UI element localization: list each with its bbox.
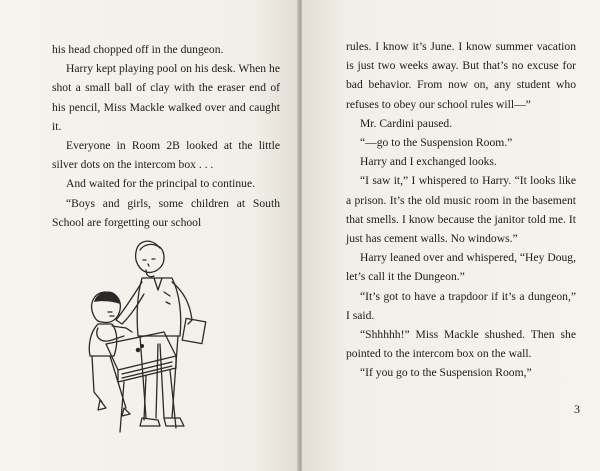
classroom-illustration	[80, 232, 250, 442]
paragraph: “—go to the Suspension Room.”	[360, 136, 513, 150]
paragraph: Harry and I exchanged looks.	[360, 155, 497, 169]
paragraph: “It’s got to have a trapdoor if it’s a dungeon,” I said.	[346, 289, 576, 322]
left-page	[0, 0, 298, 471]
teacher-figure	[116, 241, 206, 426]
paragraph: Everyone in Room 2B looked at the little silver dots on the intercom box . . .	[52, 139, 280, 172]
right-page	[302, 0, 600, 471]
paragraph: rules. I know it’s June. I know summer vacation is just two weeks away. But that’s no excuse for bad behavior. From now on, any student who refuses to obey our school rules will—”	[346, 40, 576, 111]
left-page-text	[52, 40, 280, 232]
right-page-text	[346, 37, 576, 383]
paragraph: Harry leaned over and whispered, “Hey Doug, let’s call it the Dungeon.”	[346, 251, 576, 284]
paragraph: “I saw it,” I whispered to Harry. “It looks like a prison. It’s the old music room in the basement that smells. I know because the janitor told me. It just has cement walls. No windows.”	[346, 174, 576, 246]
page-number: 3	[574, 402, 580, 416]
paragraph: “If you go to the Suspension Room,”	[360, 366, 532, 380]
paragraph: Mr. Cardini paused.	[360, 116, 453, 130]
paragraph: And waited for the principal to continue.	[66, 177, 255, 191]
paragraph: Harry kept playing pool on his desk. When he shot a small ball of clay with the eraser end of his pencil, Miss Mackle walked over and caught it.	[52, 62, 280, 133]
paragraph: his head chopped off in the dungeon.	[52, 43, 224, 56]
paragraph: “Shhhhh!” Miss Mackle shushed. Then she pointed to the intercom box on the wall.	[346, 328, 576, 361]
paragraph: “Boys and girls, some children at South School are forgetting our school	[52, 196, 280, 229]
